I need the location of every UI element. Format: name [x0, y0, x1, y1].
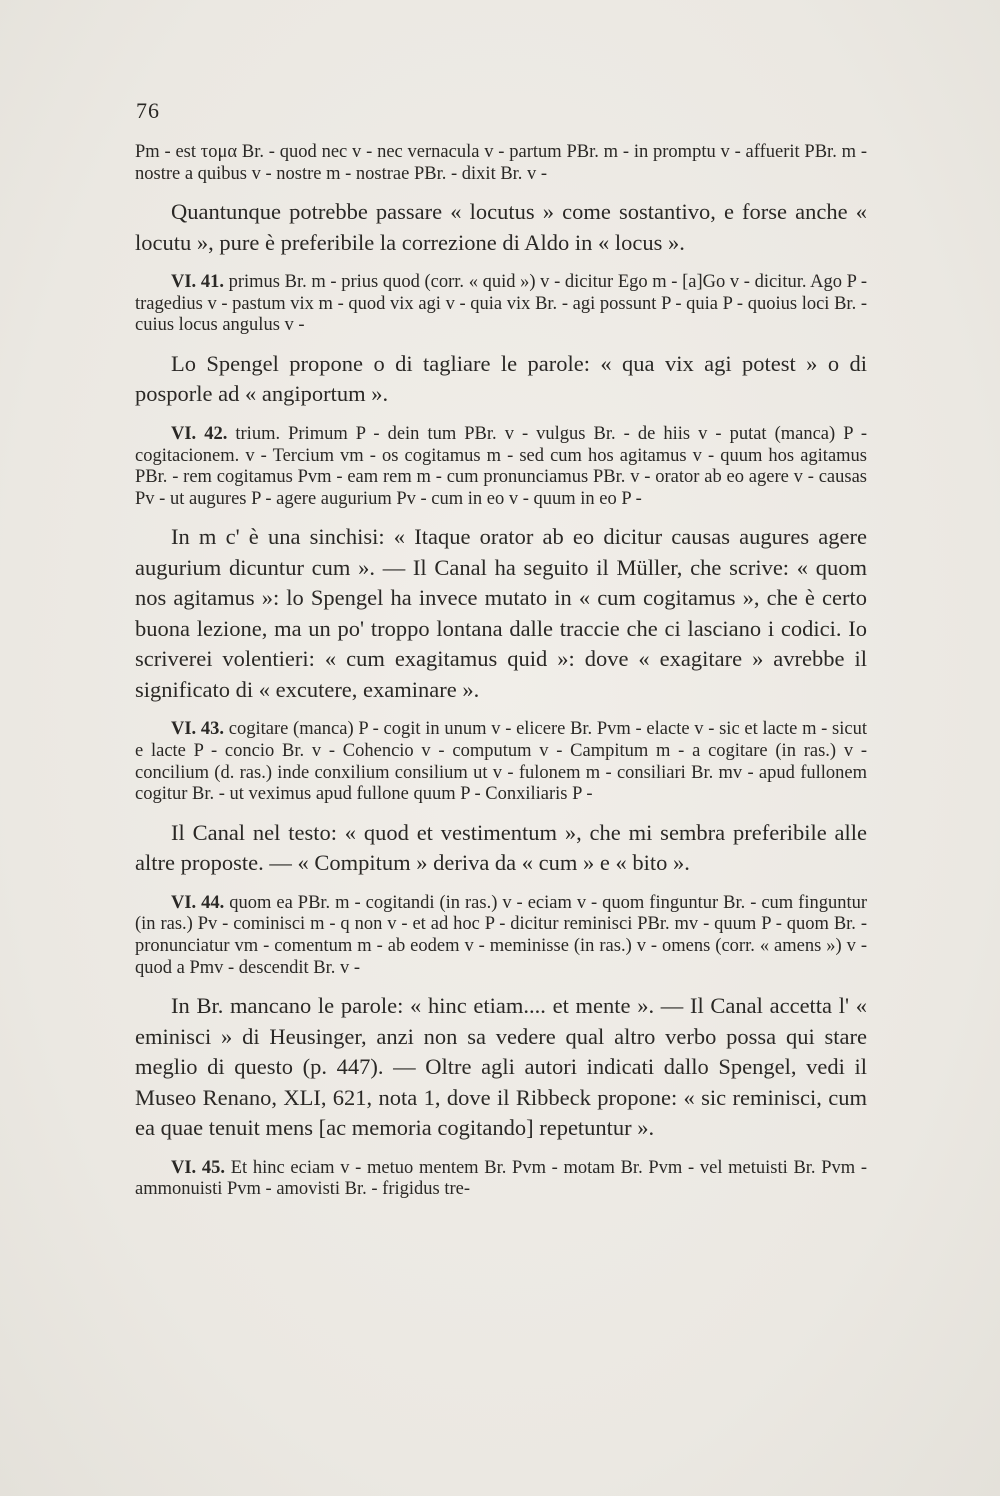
commentary-paragraph	[135, 522, 867, 705]
section-number: VI. 41.	[171, 272, 224, 293]
apparatus-paragraph	[135, 1158, 867, 1201]
apparatus-paragraph	[135, 424, 867, 510]
page-body	[135, 142, 867, 1213]
section-number: VI. 45.	[171, 1157, 226, 1178]
apparatus-paragraph	[135, 272, 867, 337]
paragraph-text: Il Canal nel testo: « quod et vestimentum », che mi sembra preferibile alle altre proposte. — « Compitum » deriva da « cum » e « bito ».	[135, 819, 867, 876]
paragraph-text: Pm - est τομα Br. - quod nec v - nec vernacula v - partum PBr. m - in promptu v - affuerit PBr. m - nostre a quibus v - nostre m - nostrae PBr. - dixit Br. v -	[135, 142, 867, 184]
apparatus-paragraph	[135, 719, 867, 805]
commentary-paragraph	[135, 818, 867, 879]
apparatus-paragraph	[135, 893, 867, 979]
section-number: VI. 42.	[171, 423, 228, 444]
paragraph-text: In Br. mancano le parole: « hinc etiam.... et mente ». — Il Canal accetta l' « eminisci » di Heusinger, anzi non sa vedere qual altro verbo possa qui stare meglio di questo (p. 447). — Oltre agli autori indicati dallo Spengel, vedi il Museo Renano, XLI, 621, nota 1, dove il Ribbeck propone: « sic reminisci, cum ea quae tenuit mens [ac memoria cogitando] repetuntur ».	[135, 993, 867, 1141]
page-number: 76	[136, 98, 160, 123]
section-number: VI. 43.	[171, 719, 225, 740]
commentary-paragraph	[135, 349, 867, 410]
paragraph-text: cogitare (manca) P - cogit in unum v - elicere Br. Pvm - elacte v - sic et lacte m - sicut e lacte P - concio Br. v - Cohencio v - computum v - Campitum m - a cogitare (in ras.) v - concilium (d. ras.) inde conxilium consilium ut v - fulonem m - consiliari Br. mv - apud fullonem cogitur Br. - ut veximus apud fullone quum P - Conxiliaris P -	[135, 719, 867, 805]
paragraph-text: Et hinc eciam v - metuo mentem Br. Pvm - motam Br. Pvm - vel metuisti Br. Pvm - ammonuisti Pvm - amovisti Br. - frigidus tre-	[135, 1157, 868, 1200]
paragraph-text: In m c' è una sinchisi: « Itaque orator ab eo dicitur causas augures agere augurium dicuntur cum ». — Il Canal ha seguito il Müller, che scrive: « quom nos agitamus »: lo Spengel ha invece mutato in « cum cogitamus », che è certo buona lezione, ma un po' troppo lontana dalle traccie che ci lasciano i codici. Io scriverei volentieri: « cum exagitamus quid »: dove « exagitare » avrebbe il significato di « excutere, examinare ».	[135, 524, 867, 702]
paragraph-text: Lo Spengel propone o di tagliare le parole: « qua vix agi potest » o di posporle ad « angiportum ».	[135, 350, 867, 407]
commentary-paragraph	[135, 991, 867, 1144]
paragraph-text: Quantunque potrebbe passare « locutus » come sostantivo, e forse anche « locutu », pure è preferibile la correzione di Aldo in « locus ».	[135, 199, 867, 255]
apparatus-paragraph	[135, 142, 867, 185]
paragraph-text: trium. Primum P - dein tum PBr. v - vulgus Br. - de hiis v - putat (manca) P - cogitacionem. v - Tercium vm - os cogitamus m - sed cum hos agitamus v - quum hos agitamus PBr. - rem cogitamus Pvm - eam rem m - cum pronunciamus PBr. v - orator ab eo agere v - causas Pv - ut augures P - agere augurium Pv - cum in eo v - quum in eo P -	[135, 423, 868, 509]
commentary-paragraph	[135, 197, 867, 258]
paragraph-text: quom ea PBr. m - cogitandi (in ras.) v - eciam v - quom finguntur Br. - cum finguntur (in ras.) Pv - cominisci m - q non v - et ad hoc P - dicitur reminisci PBr. mv - quum P - quom Br. - pronunciatur vm - comentum m - ab eodem v - meminisse (in ras.) v - omens (corr. « amens ») v - quod a Pmv - descendit Br. v -	[135, 892, 868, 978]
section-number: VI. 44.	[171, 892, 225, 913]
paragraph-text: primus Br. m - prius quod (corr. « quid ») v - dicitur Ego m - [a]Go v - dicitur. Ago P - tragedius v - pastum vix m - quod vix agi v - quia vix Br. - agi possunt P - quia P - quoius loci Br. - cuius locus angulus v -	[135, 272, 868, 336]
